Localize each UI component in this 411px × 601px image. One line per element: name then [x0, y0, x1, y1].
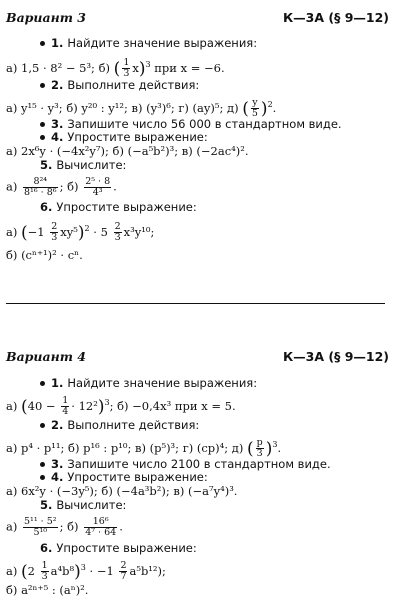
task-4-expression: а) 6x²y · (−3y⁵); б) (−4a³b²); в) (−a⁷y⁴)³.	[6, 484, 238, 498]
task-4-expression: а) 2x⁶y · (−4x²y⁷); б) (−a⁵b²)³; в) (−2ac⁴)².	[6, 144, 249, 158]
task-1-expression: а) 1,5 · 8² − 5³; б) ( $\frac{1}{3}$ x)$^3$ при x = −6.	[6, 57, 225, 80]
task-5-expression: а) $\frac{\text{8²⁴}}{\text{8¹⁶ · 8⁶}}$ ; б) $\frac{\text{2⁵ · 8}}{\text{4³}}$ .	[6, 176, 117, 198]
task-2-expression: а) p⁴ · p¹¹; б) p¹⁶ : p¹⁰; в) (p⁵)³; г) (cp)⁴; д) ( $\frac{p}{3}$ )$^3$.	[6, 437, 282, 460]
variant-3-title: Вариант 3	[6, 10, 86, 25]
bullet-icon	[40, 381, 45, 386]
task-2-expression: а) y¹⁵ · y³; б) y²⁰ : y¹²; в) (y³)⁶; г) (ay)⁵; д) ( $\frac{y}{5}$ )$^2$.	[6, 97, 277, 120]
bullet-icon	[40, 135, 45, 140]
variant-4-title: Вариант 4	[6, 349, 86, 364]
bullet-icon	[40, 423, 45, 428]
task-6-expression-a: а) (−1 $\frac{2}{3}$ xy⁵)$^2$ · 5 $\frac{2}{3}$ x³y¹⁰;	[6, 221, 155, 244]
task-1-heading: 1. Найдите значение выражения:	[40, 36, 403, 50]
task-6-expression-b: б) (cⁿ⁺¹)² · cⁿ.	[6, 248, 83, 262]
task-6-heading: 6. Упростите выражение:	[40, 200, 197, 214]
task-6-expression-b: б) a²ⁿ⁺⁵ : (aⁿ)².	[6, 583, 89, 597]
task-4-heading: 4. Упростите выражение:	[40, 470, 403, 484]
task-3-heading: 3. Запишите число 2100 в стандартном виде.	[40, 457, 403, 471]
task-1-expression: а) (40 − $\frac{1}{4}$ · 12²)$^3$; б) −0,4x³ при x = 5.	[6, 395, 236, 418]
task-5-expression: а) $\frac{\text{5¹¹ · 5²}}{\text{5¹⁰}}$ ; б) $\frac{\text{16⁶}}{\text{4⁷ · 64}}$ .	[6, 516, 123, 538]
section-divider	[6, 303, 385, 304]
bullet-icon	[40, 462, 45, 467]
task-1-heading: 1. Найдите значение выражения:	[40, 376, 403, 390]
task-2-heading: 2. Выполните действия:	[40, 418, 403, 432]
bullet-icon	[40, 122, 45, 127]
bullet-icon	[40, 475, 45, 480]
task-5-heading: 5. Вычислите:	[40, 158, 127, 172]
task-4-heading: 4. Упростите выражение:	[40, 130, 403, 144]
bullet-icon	[40, 83, 45, 88]
task-3-heading: 3. Запишите число 56 000 в стандартном виде.	[40, 117, 403, 131]
task-2-heading: 2. Выполните действия:	[40, 78, 403, 92]
bullet-icon	[40, 41, 45, 46]
task-6-heading: 6. Упростите выражение:	[40, 541, 197, 555]
task-6-expression-a: а) (2 $\frac{1}{3}$ a⁴b⁸)$^3$ · −1 $\frac{2}{7}$ a⁵b¹²);	[6, 560, 166, 583]
variant-4-code: К—3А (§ 9—12)	[282, 349, 389, 364]
task-5-heading: 5. Вычислите:	[40, 498, 127, 512]
variant-3-code: К—3А (§ 9—12)	[282, 10, 389, 25]
